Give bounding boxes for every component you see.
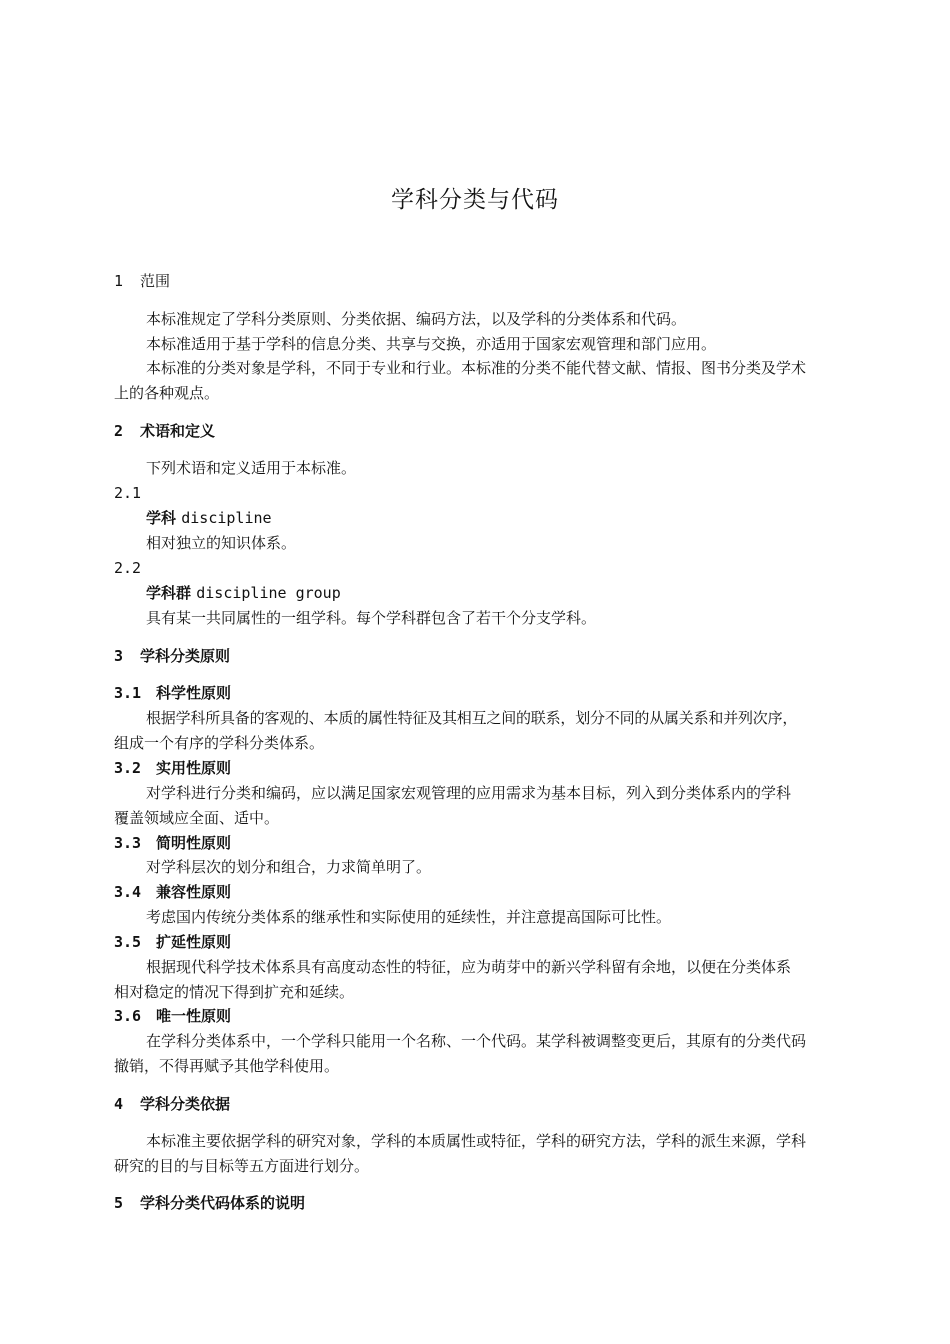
document-title: 学科分类与代码 <box>391 187 559 213</box>
paragraph-line: 根据现代科学技术体系具有高度动态性的特征，应为萌芽中的新兴学科留有余地，以便在分类体系 <box>146 958 792 976</box>
subsection-title: 唯一性原则 <box>156 1007 232 1025</box>
subsection-heading <box>114 759 862 777</box>
subsection-title: 科学性原则 <box>156 684 232 702</box>
paragraph-line: 本标准的分类对象是学科，不同于专业和行业。本标准的分类不能代替文献、情报、图书分类及学术 <box>146 359 807 377</box>
term-zh: 学科 <box>146 509 177 527</box>
paragraph-line: 在学科分类体系中，一个学科只能用一个名称、一个代码。某学科被调整变更后，其原有的分类代码 <box>146 1032 807 1050</box>
section-number: 2 <box>114 422 124 440</box>
paragraph-line: 本标准主要依据学科的研究对象，学科的本质属性或特征，学科的研究方法，学科的派生来源，学科 <box>146 1132 807 1150</box>
paragraph-line: 根据学科所具备的客观的、本质的属性特征及其相互之间的联系，划分不同的从属关系和并列次序， <box>146 709 798 727</box>
subsection-title: 简明性原则 <box>156 834 232 852</box>
paragraph-line: 覆盖领域应全面、适中。 <box>114 809 280 827</box>
term-en: discipline <box>181 509 272 527</box>
subsection-number: 3.4 <box>114 883 142 901</box>
subsection-number: 3.5 <box>114 933 142 951</box>
term-number: 2.2 <box>114 559 142 577</box>
section-4-heading <box>114 1095 862 1113</box>
subsection-heading <box>114 933 862 951</box>
section-1-heading <box>114 272 862 290</box>
section-3-heading <box>114 647 862 665</box>
section-title: 学科分类依据 <box>140 1095 231 1113</box>
section-2-heading <box>114 422 862 440</box>
subsection-title: 兼容性原则 <box>156 883 232 901</box>
term-entry <box>146 584 894 602</box>
paragraph: 考虑国内传统分类体系的继承性和实际使用的延续性，并注意提高国际可比性。 <box>146 908 672 926</box>
subsection-heading <box>114 684 862 702</box>
paragraph-line: 研究的目的与目标等五方面进行划分。 <box>114 1157 370 1175</box>
paragraph: 对学科层次的划分和组合，力求简单明了。 <box>146 858 432 876</box>
section-number: 1 <box>114 272 124 290</box>
term-zh: 学科群 <box>146 584 192 602</box>
paragraph-line: 上的各种观点。 <box>114 384 220 402</box>
subsection-title: 实用性原则 <box>156 759 232 777</box>
section-title: 学科分类代码体系的说明 <box>140 1194 306 1212</box>
subsection-title: 扩延性原则 <box>156 933 232 951</box>
section-title: 学科分类原则 <box>140 647 231 665</box>
subsection-heading <box>114 1007 862 1025</box>
section-title: 范围 <box>140 272 171 290</box>
subsection-number: 3.2 <box>114 759 142 777</box>
paragraph-line: 组成一个有序的学科分类体系。 <box>114 734 325 752</box>
paragraph: 下列术语和定义适用于本标准。 <box>146 459 357 477</box>
section-title: 术语和定义 <box>140 422 216 440</box>
section-number: 4 <box>114 1095 124 1113</box>
section-5-heading <box>114 1194 862 1212</box>
term-number: 2.1 <box>114 484 142 502</box>
paragraph-line: 相对稳定的情况下得到扩充和延续。 <box>114 983 355 1001</box>
paragraph-line: 对学科进行分类和编码，应以满足国家宏观管理的应用需求为基本目标，列入到分类体系内的学科 <box>146 784 792 802</box>
paragraph-line: 撤销，不得再赋予其他学科使用。 <box>114 1057 340 1075</box>
section-number: 5 <box>114 1194 124 1212</box>
term-definition: 具有某一共同属性的一组学科。每个学科群包含了若干个分支学科。 <box>146 609 597 627</box>
subsection-number: 3.6 <box>114 1007 142 1025</box>
paragraph: 本标准规定了学科分类原则、分类依据、编码方法，以及学科的分类体系和代码。 <box>146 310 687 328</box>
subsection-number: 3.3 <box>114 834 142 852</box>
paragraph: 本标准适用于基于学科的信息分类、共享与交换，亦适用于国家宏观管理和部门应用。 <box>146 335 717 353</box>
term-entry <box>146 509 894 527</box>
subsection-heading <box>114 834 862 852</box>
term-en: discipline group <box>196 584 341 602</box>
term-definition: 相对独立的知识体系。 <box>146 534 297 552</box>
subsection-heading <box>114 883 862 901</box>
subsection-number: 3.1 <box>114 684 142 702</box>
section-number: 3 <box>114 647 124 665</box>
